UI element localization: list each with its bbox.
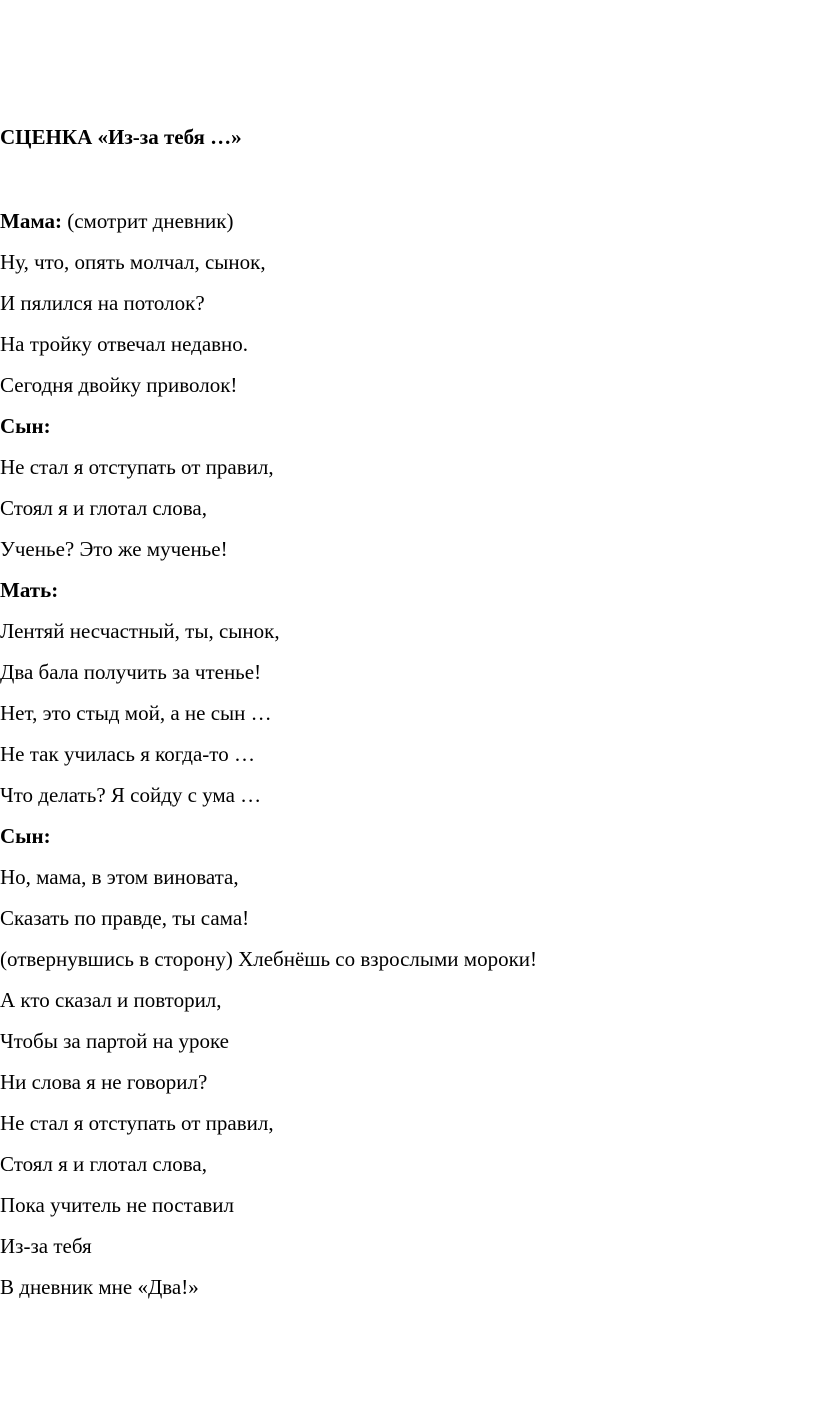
line-text: Два бала получить за чтенье! [0,660,262,684]
line-text: (смотрит дневник) [61,209,234,233]
verse-line [0,776,537,817]
verse-line [0,899,537,940]
line-text: Нет, это стыд мой, а не сын … [0,701,272,725]
verse-line [0,1145,537,1186]
speaker-line [0,817,537,858]
verse-line [0,1186,537,1227]
verse-line [0,1227,537,1268]
document-title: СЦЕНКА «Из-за тебя …» [0,125,242,149]
verse-line [0,1268,537,1309]
verse-line [0,858,537,899]
verse-line [0,366,537,407]
verse-line [0,530,537,571]
line-text: Не стал я отступать от правил, [0,1111,274,1135]
line-text: Стоял я и глотал слова, [0,496,207,520]
verse-line [0,653,537,694]
line-text: В дневник мне «Два!» [0,1275,199,1299]
verse-line [0,1063,537,1104]
line-text: Ну, что, опять молчал, сынок, [0,250,266,274]
verse-line [0,243,537,284]
line-text: Сказать по правде, ты сама! [0,906,250,930]
speaker-name: Мама: [0,209,62,233]
line-text: А кто сказал и повторил, [0,988,222,1012]
line-text: Чтобы за партой на уроке [0,1029,229,1053]
line-text: Но, мама, в этом виновата, [0,865,239,889]
line-text: И пялился на потолок? [0,291,205,315]
speaker-name: Мать: [0,578,59,602]
script-text [0,202,537,1309]
line-text: Сегодня двойку приволок! [0,373,238,397]
speaker-name: Сын: [0,414,51,438]
line-text: Что делать? Я сойду с ума … [0,783,262,807]
verse-line [0,1022,537,1063]
line-text: На тройку отвечал недавно. [0,332,249,356]
speaker-line [0,407,537,448]
verse-line [0,489,537,530]
verse-line [0,735,537,776]
verse-line [0,940,537,981]
verse-line [0,448,537,489]
verse-line [0,981,537,1022]
line-text: Не так училась я когда-то … [0,742,255,766]
verse-line [0,1104,537,1145]
line-text: Ни слова я не говорил? [0,1070,208,1094]
line-text: Ученье? Это же мученье! [0,537,228,561]
line-text: Лентяй несчастный, ты, сынок, [0,619,280,643]
line-text: Из-за тебя [0,1234,92,1258]
verse-line [0,284,537,325]
verse-line [0,694,537,735]
verse-line [0,325,537,366]
verse-line [0,612,537,653]
speaker-name: Сын: [0,824,51,848]
speaker-line [0,571,537,612]
line-text: Не стал я отступать от правил, [0,455,274,479]
line-text: Стоял я и глотал слова, [0,1152,207,1176]
line-text: Пока учитель не поставил [0,1193,235,1217]
speaker-line [0,202,537,243]
line-text: (отвернувшись в сторону) Хлебнёшь со взрослыми мороки! [0,947,538,971]
